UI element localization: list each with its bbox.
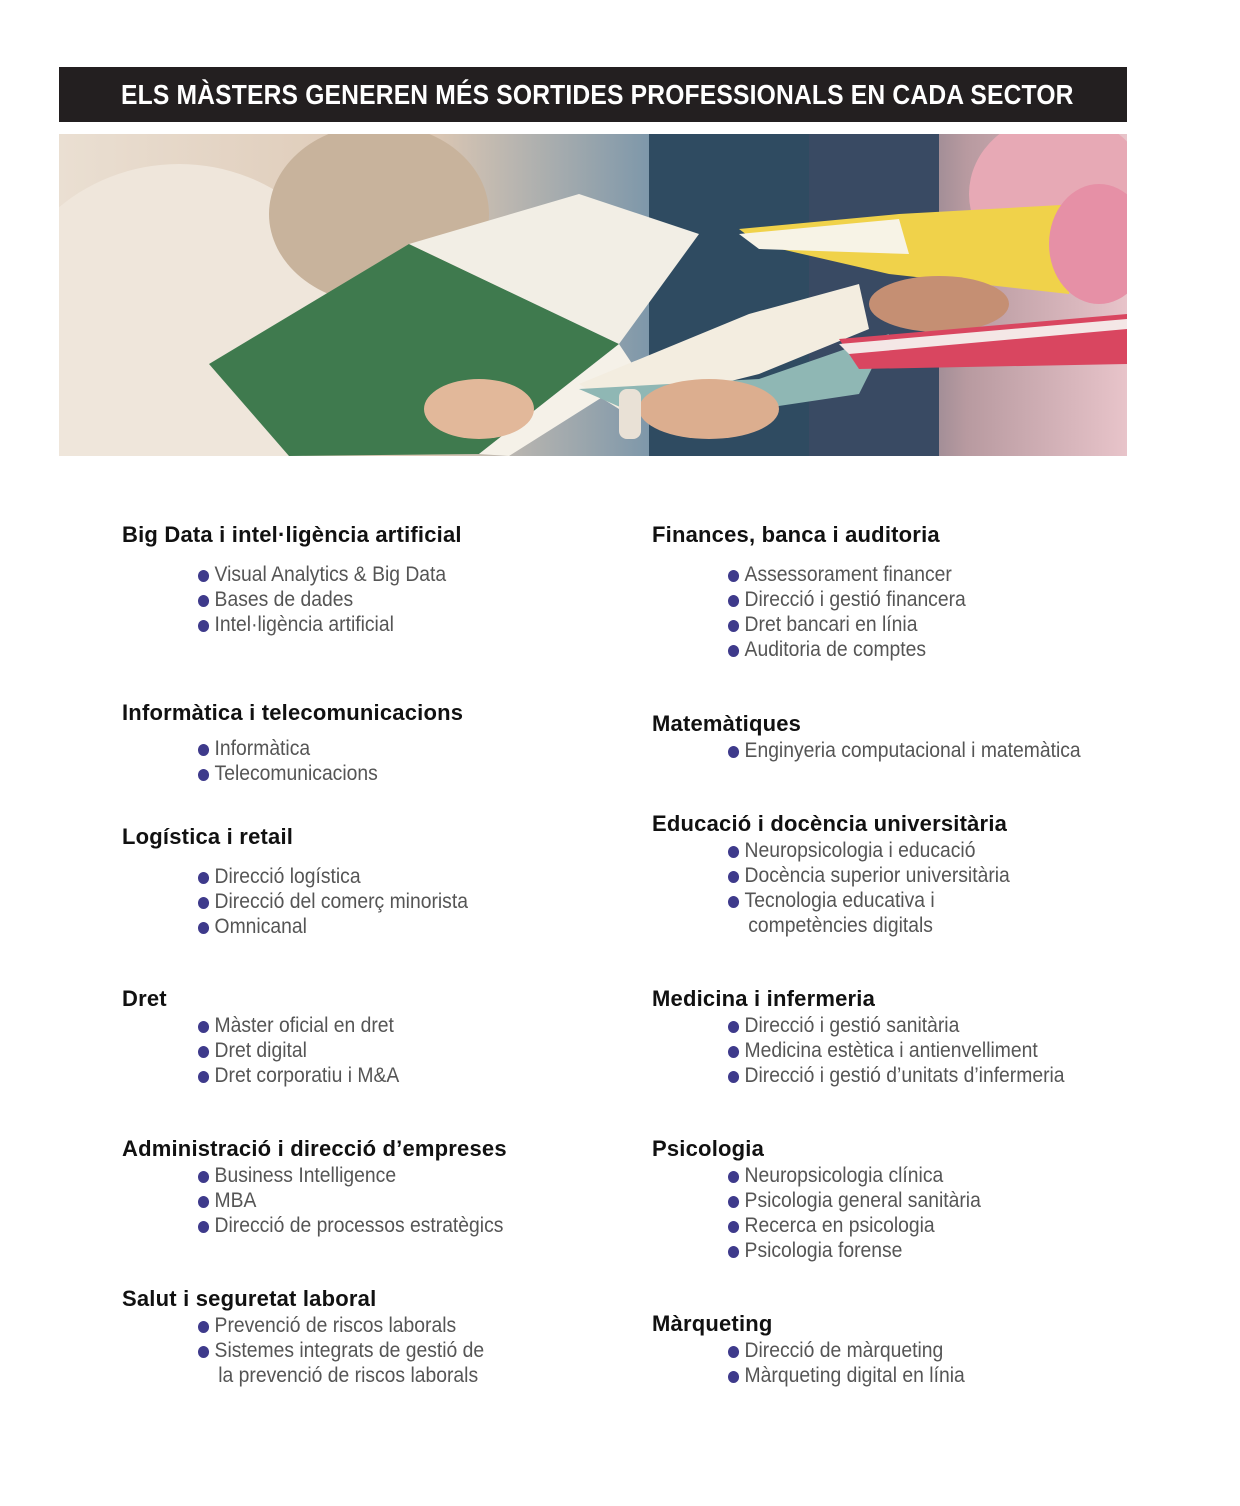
sector-title: Informàtica i telecomunicacions xyxy=(122,700,464,725)
list-item: Assessorament financer xyxy=(728,562,966,587)
list-item: Medicina estètica i antienvelliment xyxy=(728,1038,1065,1063)
bullet-icon xyxy=(728,871,739,883)
bullet-icon xyxy=(198,620,209,632)
bullet-icon xyxy=(728,1246,739,1258)
header-banner xyxy=(59,67,1127,122)
bullet-icon xyxy=(198,872,209,884)
list-item: Informàtica xyxy=(198,736,442,761)
bullet-icon xyxy=(728,595,739,607)
bullet-icon xyxy=(198,595,209,607)
bullet-icon xyxy=(198,1196,209,1208)
list-item: Dret bancari en línia xyxy=(728,612,966,637)
sector-educacio xyxy=(652,811,1034,938)
list-item: Prevenció de riscos laborals xyxy=(198,1313,484,1338)
list-item: Direcció i gestió d’unitats d’infermeria xyxy=(728,1063,1065,1088)
list-item: MBA xyxy=(198,1188,503,1213)
list-item: Neuropsicologia clínica xyxy=(728,1163,981,1188)
list-item: Direcció i gestió financera xyxy=(728,587,966,612)
list-item: Bases de dades xyxy=(198,587,446,612)
bullet-icon xyxy=(198,1321,209,1333)
bullet-icon xyxy=(728,846,739,858)
sector-medicina xyxy=(652,986,1094,1088)
list-item: Direcció del comerç minorista xyxy=(198,889,468,914)
bullet-icon xyxy=(198,769,209,781)
list-item: Enginyeria computacional i matemàtica xyxy=(728,738,1081,763)
list-item: Visual Analytics & Big Data xyxy=(198,562,446,587)
list-item: Direcció de processos estratègics xyxy=(198,1213,503,1238)
list-item: Màster oficial en dret xyxy=(198,1013,399,1038)
list-item: Telecomunicacions xyxy=(198,761,442,786)
bullet-icon xyxy=(198,897,209,909)
bullet-icon xyxy=(728,1371,739,1383)
bullet-icon xyxy=(198,1071,209,1083)
list-item: Business Intelligence xyxy=(198,1163,503,1188)
page-title: ELS MÀSTERS GENEREN MÉS SORTIDES PROFESSIONALS EN CADA SECTOR xyxy=(121,78,1074,110)
bullet-icon xyxy=(728,1196,739,1208)
sector-salut-laboral xyxy=(122,1286,509,1388)
sector-finances xyxy=(652,522,986,662)
bullet-icon xyxy=(728,570,739,582)
photo-illustration xyxy=(59,134,1127,456)
sector-logistica xyxy=(122,824,491,939)
sector-title: Salut i seguretat laboral xyxy=(122,1286,377,1311)
bullet-icon xyxy=(728,1171,739,1183)
sector-title: Educació i docència universitària xyxy=(652,811,1008,836)
list-item: Recerca en psicologia xyxy=(728,1213,981,1238)
sector-big-data xyxy=(122,522,468,637)
bullet-icon xyxy=(728,620,739,632)
sector-title: Big Data i intel·ligència artificial xyxy=(122,522,462,547)
bullet-icon xyxy=(198,1021,209,1033)
bullet-icon xyxy=(728,746,739,758)
list-item: Psicologia general sanitària xyxy=(728,1188,981,1213)
sector-title: Màrqueting xyxy=(652,1311,773,1336)
bullet-icon xyxy=(198,1221,209,1233)
sector-title: Administració i direcció d’empreses xyxy=(122,1136,507,1161)
bullet-icon xyxy=(728,1221,739,1233)
sector-ade xyxy=(122,1136,530,1238)
sector-dret xyxy=(122,986,417,1088)
sector-title: Medicina i infermeria xyxy=(652,986,876,1011)
list-item: Docència superior universitària xyxy=(728,863,1010,888)
list-item: Màrqueting digital en línia xyxy=(728,1363,965,1388)
bullet-icon xyxy=(198,922,209,934)
bullet-icon xyxy=(728,1346,739,1358)
list-item: Dret corporatiu i M&A xyxy=(198,1063,399,1088)
list-item: Tecnologia educativa i xyxy=(728,888,1010,913)
list-item: Neuropsicologia i educació xyxy=(728,838,1010,863)
list-item: Direcció i gestió sanitària xyxy=(728,1013,1065,1038)
bullet-icon xyxy=(728,1021,739,1033)
sector-psicologia xyxy=(652,1136,1003,1263)
bullet-icon xyxy=(198,744,209,756)
list-item: Intel·ligència artificial xyxy=(198,612,446,637)
list-item: Direcció logística xyxy=(198,864,468,889)
bullet-icon xyxy=(198,1171,209,1183)
sector-title: Dret xyxy=(122,986,167,1011)
list-item: Sistemes integrats de gestió de xyxy=(198,1338,484,1363)
students-reading-photo xyxy=(59,134,1127,456)
sector-title: Finances, banca i auditoria xyxy=(652,522,940,547)
list-item: Direcció de màrqueting xyxy=(728,1338,965,1363)
bullet-icon xyxy=(728,1071,739,1083)
bullet-icon xyxy=(728,1046,739,1058)
sector-matematiques xyxy=(652,711,1111,763)
list-item: Auditoria de comptes xyxy=(728,637,966,662)
sector-title: Logística i retail xyxy=(122,824,294,849)
bullet-icon xyxy=(198,1046,209,1058)
sector-informatica xyxy=(122,700,463,786)
bullet-icon xyxy=(728,896,739,908)
bullet-icon xyxy=(198,1346,209,1358)
list-item-continued: la prevenció de riscos laborals xyxy=(218,1364,479,1387)
sector-marqueting xyxy=(652,1311,985,1388)
list-item: Omnicanal xyxy=(198,914,468,939)
list-item: Psicologia forense xyxy=(728,1238,981,1263)
sector-title: Psicologia xyxy=(652,1136,765,1161)
sector-title: Matemàtiques xyxy=(652,711,802,736)
bullet-icon xyxy=(728,645,739,657)
bullet-icon xyxy=(198,570,209,582)
list-item: Dret digital xyxy=(198,1038,399,1063)
list-item-continued: competències digitals xyxy=(748,914,933,937)
